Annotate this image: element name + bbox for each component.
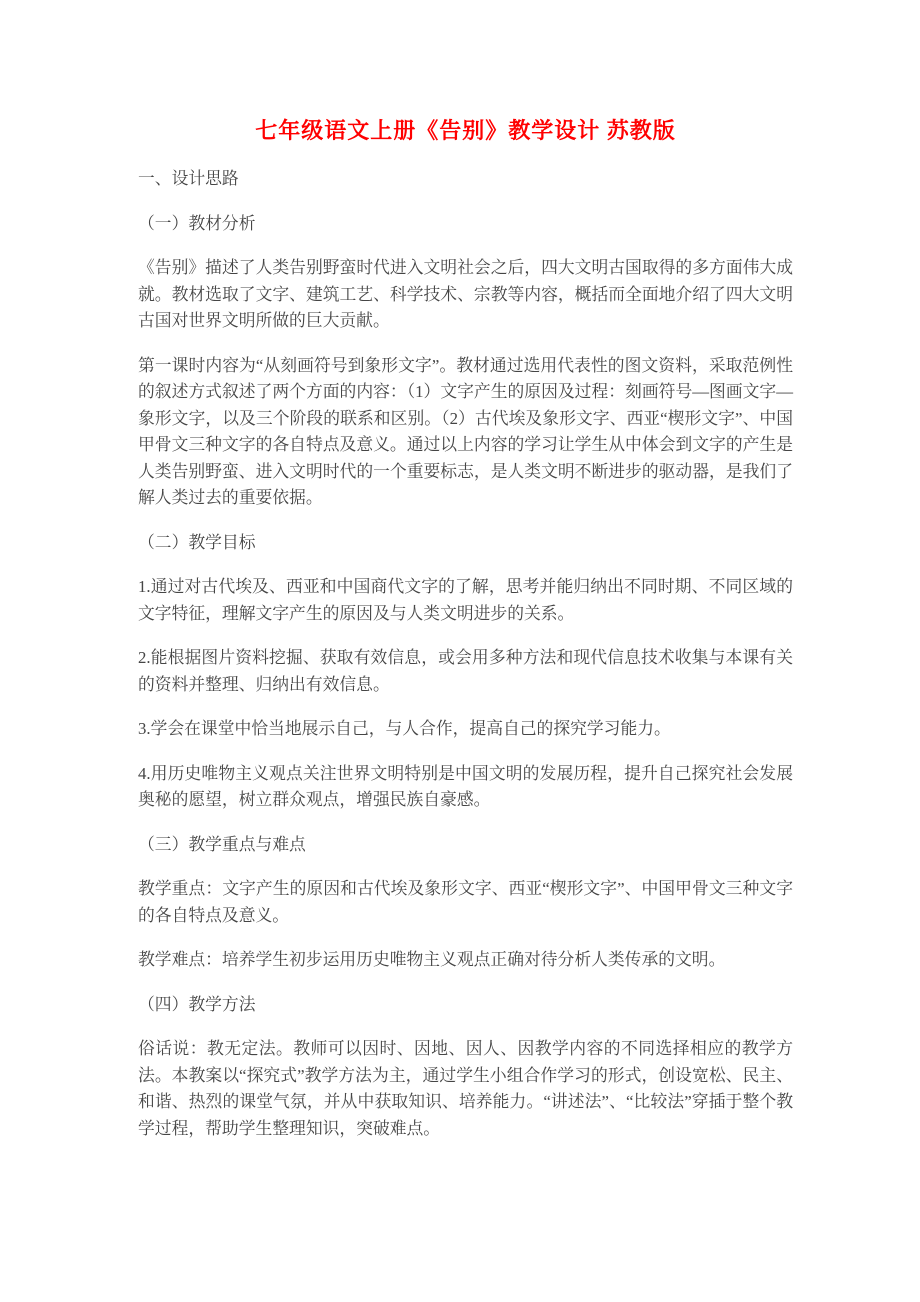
paragraph-teaching-difficulty: 教学难点：培养学生初步运用历史唯物主义观点正确对待分析人类传承的文明。 xyxy=(138,950,726,969)
paragraph-teaching-focus: 教学重点：文字产生的原因和古代埃及象形文字、西亚“楔形文字”、中国甲骨文三种文字的各自特点及意义。 xyxy=(138,879,793,925)
subsection-heading-teaching-methods: （四）教学方法 xyxy=(138,994,256,1014)
section-heading-design-approach: 一、设计思路 xyxy=(138,169,239,188)
paragraph-goal-1: 1.通过对古代埃及、西亚和中国商代文字的了解，思考并能归纳出不同时期、不同区域的文字特征，理解文字产生的原因及与人类文明进步的关系。 xyxy=(138,577,793,623)
subsection-heading-teaching-goals: （二）教学目标 xyxy=(138,532,256,552)
paragraph-goal-3: 3.学会在课堂中恰当地展示自己，与人合作，提高自己的探究学习能力。 xyxy=(138,719,671,738)
paragraph-material-overview: 《告别》描述了人类告别野蛮时代进入文明社会之后，四大文明古国取得的多方面伟大成就。教材选取了文字、建筑工艺、科学技术、宗教等内容，概括而全面地介绍了四大文明古国对世界文明所做的巨大贡献。 xyxy=(138,258,793,330)
paragraph-teaching-methods: 俗话说：教无定法。教师可以因时、因地、因人、因教学内容的不同选择相应的教学方法。本教案以“探究式”教学方法为主，通过学生小组合作学习的形式，创设宽松、民主、和谐、热烈的课堂气氛，并从中获取知识、培养能力。“讲述法”、“比较法”穿插于整个教学过程，帮助学生整理知识，突破难点。 xyxy=(138,1039,793,1138)
paragraph-lesson1-content: 第一课时内容为“从刻画符号到象形文字”。教材通过选用代表性的图文资料，采取范例性的叙述方式叙述了两个方面的内容：（1）文字产生的原因及过程：刻画符号—图画文字—象形文字，以及三个阶段的联系和区别。（2）古代埃及象形文字、西亚“楔形文字”、中国甲骨文三种文字的各自特点及意义。通过以上内容的学习让学生从中体会到文字的产生是人类告别野蛮、进入文明时代的一个重要标志，是人类文明不断进步的驱动器，是我们了解人类过去的重要依据。 xyxy=(138,355,793,507)
document-title: 七年级语文上册《告别》教学设计 苏教版 xyxy=(255,118,676,143)
paragraph-goal-4: 4.用历史唯物主义观点关注世界文明特别是中国文明的发展历程，提升自己探究社会发展奥秘的愿望，树立群众观点，增强民族自豪感。 xyxy=(138,763,793,809)
subsection-heading-material-analysis: （一）教材分析 xyxy=(138,213,256,233)
paragraph-goal-2: 2.能根据图片资料挖掘、获取有效信息，或会用多种方法和现代信息技术收集与本课有关的资料并整理、归纳出有效信息。 xyxy=(138,648,793,694)
subsection-heading-key-points: （三）教学重点与难点 xyxy=(138,834,306,854)
